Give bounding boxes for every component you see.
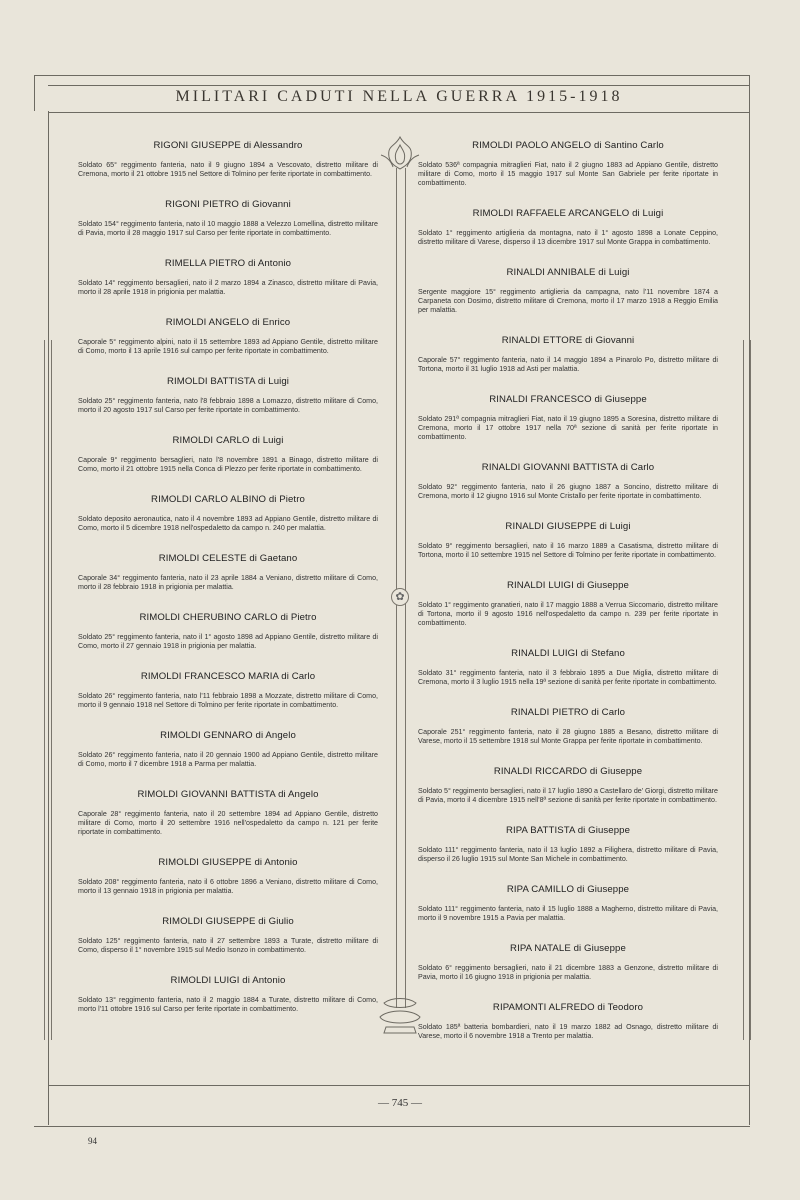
entry-text: Soldato 125° reggimento fanteria, nato il 27 settembre 1893 a Turate, distretto militare di Como, disperso il 1° novembre 1915 sul Medio Isonzo in combattimento. [78, 937, 378, 954]
entry-text: Soldato 26° reggimento fanteria, nato l'11 febbraio 1898 a Mozzate, distretto militare di Como, morto il 9 gennaio 1918 nel Settore di Tolmino per ferite riportate in combattimento. [78, 692, 378, 709]
entry-name: RIMOLDI GENNARO di Angelo [160, 730, 296, 741]
entry-name: RIPAMONTI ALFREDO di Teodoro [492, 1002, 644, 1013]
entry-name: RIGONI GIUSEPPE di Alessandro [153, 140, 303, 151]
entry-name: RINALDI ANNIBALE di Luigi [506, 267, 630, 278]
entry-text: Soldato 31° reggimento fanteria, nato il 3 febbraio 1895 a Due Miglia, distretto militare di Cremona, morto il 3 luglio 1915 nella 19ª sezione di sanità per ferite riportate in combattimento. [418, 669, 718, 686]
entry-text: Soldato 13° reggimento fanteria, nato il 2 maggio 1884 a Turate, distretto militare di Como, morto l'11 ottobre 1916 sul Carso per ferite riportate in combattimento. [78, 996, 378, 1013]
entry-text: Caporale 251° reggimento fanteria, nato il 28 giugno 1885 a Besano, distretto militare di Varese, morto il 15 settembre 1918 sul Monte Grappa per ferite riportate in combattimento. [418, 728, 718, 745]
list-item [418, 766, 718, 805]
entry-text: Soldato 111° reggimento fanteria, nato il 15 luglio 1888 a Magherno, distretto militare di Pavia, morto il 9 novembre 1915 a Pavia per malattia. [418, 905, 718, 922]
entry-name: RIPA NATALE di Giuseppe [510, 943, 626, 954]
list-item [78, 789, 378, 837]
entry-text: Soldato 26° reggimento fanteria, nato il 20 gennaio 1900 ad Appiano Gentile, distretto militare di Como, morto il 7 dicembre 1918 a Parma per malattia. [78, 751, 378, 768]
entry-text: Soldato 25° reggimento fanteria, nato l'8 febbraio 1898 a Lomazzo, distretto militare di Como, morto il 20 agosto 1917 sul Carso per ferite riportate in combattimento. [78, 397, 378, 414]
entry-name: RIMOLDI CARLO di Luigi [172, 435, 284, 446]
entry-text: Soldato 291ª compagnia mitraglieri Fiat, nato il 19 giugno 1895 a Soresina, distretto militare di Cremona, morto il 17 ottobre 1917 nella 70ª sezione di sanità per ferite riportate in combattimento. [418, 415, 718, 441]
entry-text: Soldato 9° reggimento bersaglieri, nato il 16 marzo 1889 a Casatisma, distretto militare di Tortona, morto il 10 settembre 1915 nel Settore di Tolmino per ferite riportate in combattimento. [418, 542, 718, 559]
entry-text: Soldato 154° reggimento fanteria, nato il 10 maggio 1888 a Velezzo Lomellina, distretto militare di Pavia, morto il 28 maggio 1917 sul Carso per ferite riportate in combattimento. [78, 220, 378, 237]
list-item [418, 208, 718, 247]
entry-text: Soldato 25° reggimento fanteria, nato il 1° agosto 1898 ad Appiano Gentile, distretto militare di Como, morto il 27 gennaio 1918 in prigionia per malattia. [78, 633, 378, 650]
list-item [418, 648, 718, 687]
right-column [418, 140, 718, 1061]
list-item [418, 462, 718, 501]
list-item [418, 580, 718, 628]
entry-text: Soldato 111° reggimento fanteria, nato il 13 luglio 1892 a Filighera, distretto militare di Pavia, disperso il 26 luglio 1915 sul Monte San Michele in combattimento. [418, 846, 718, 863]
entry-text: Caporale 34° reggimento fanteria, nato il 23 aprile 1884 a Veniano, distretto militare di Como, morto il 28 febbraio 1918 in prigionia per malattia. [78, 574, 378, 591]
entry-name: RIPA BATTISTA di Giuseppe [505, 825, 631, 836]
list-item [78, 730, 378, 769]
list-item [418, 707, 718, 746]
entry-text: Soldato 1° reggimento granatieri, nato il 17 maggio 1888 a Verrua Siccomario, distretto militare di Tortona, morto il 9 agosto 1916 nell'ospedaletto da campo n. 239 per ferite riportate in combattimento. [418, 601, 718, 627]
entry-name: RINALDI RICCARDO di Giuseppe [493, 766, 643, 777]
entry-text: Caporale 9° reggimento bersaglieri, nato l'8 novembre 1891 a Binago, distretto militare di Como, morto il 21 ottobre 1915 nella Conca di Plezzo per ferite riportate in combattimento. [78, 456, 378, 473]
flame-ornament-icon [377, 135, 423, 171]
entry-name: RIMOLDI GIUSEPPE di Giulio [162, 916, 294, 927]
entry-name: RIMOLDI FRANCESCO MARIA di Carlo [140, 671, 316, 682]
list-item [418, 884, 718, 923]
entry-text: Soldato 5° reggimento bersaglieri, nato il 17 luglio 1890 a Castellaro de' Giorgi, distretto militare di Pavia, morto il 4 dicembre 1915 nell'8ª sezione di sanità per ferite riportate in combattimento. [418, 787, 718, 804]
list-item [78, 258, 378, 297]
list-item [78, 199, 378, 238]
entry-name: RIMOLDI ANGELO di Enrico [165, 317, 291, 328]
list-item [418, 267, 718, 315]
entry-text: Soldato 65° reggimento fanteria, nato il 9 giugno 1894 a Vescovato, distretto militare di Cremona, morto il 21 ottobre 1915 nel Settore di Tolmino per ferite riportate in combattimento. [78, 161, 378, 178]
list-item [78, 140, 378, 179]
list-item [418, 394, 718, 442]
entry-text: Soldato 208° reggimento fanteria, nato il 6 ottobre 1896 a Veniano, distretto militare di Como, morto il 13 gennaio 1918 in prigionia per malattia. [78, 878, 378, 895]
list-item [78, 857, 378, 896]
list-item [78, 612, 378, 651]
list-item [418, 335, 718, 374]
page-number: — 745 — [378, 1097, 422, 1109]
entry-name: RIMOLDI CELESTE di Gaetano [158, 553, 298, 564]
entry-name: RIPA CAMILLO di Giuseppe [506, 884, 630, 895]
list-item [418, 521, 718, 560]
left-fasces-ornament [44, 340, 52, 1040]
list-item [78, 435, 378, 474]
rosette-icon: ✿ [391, 588, 409, 606]
entry-text: Soldato deposito aeronautica, nato il 4 novembre 1893 ad Appiano Gentile, distretto militare di Como, morto il 5 dicembre 1918 nell'ospedaletto da campo n. 240 per malattia. [78, 515, 378, 532]
list-item [78, 553, 378, 592]
entry-name: RINALDI FRANCESCO di Giuseppe [489, 394, 647, 405]
entry-name: RINALDI ETTORE di Giovanni [501, 335, 635, 346]
list-item [78, 916, 378, 955]
entry-name: RIMOLDI GIUSEPPE di Antonio [158, 857, 298, 868]
list-item [418, 140, 718, 188]
footer-rule [48, 1085, 750, 1086]
entry-text: Soldato 185ª batteria bombardieri, nato il 19 marzo 1882 ad Osnago, distretto militare di Varese, morto il 6 novembre 1918 a Trento per malattia. [418, 1023, 718, 1040]
column-base-icon [378, 995, 422, 1035]
entry-text: Caporale 5° reggimento alpini, nato il 15 settembre 1893 ad Appiano Gentile, distretto militare di Como, morto il 13 aprile 1916 sul campo per ferite riportate in combattimento. [78, 338, 378, 355]
list-item [78, 494, 378, 533]
entry-text: Soldato 536ª compagnia mitraglieri Fiat, nato il 2 giugno 1883 ad Appiano Gentile, distretto militare di Como, morto il 15 maggio 1917 sul Monte San Gabriele per ferite riportate in combattimento. [418, 161, 718, 187]
entry-name: RIMOLDI CHERUBINO CARLO di Pietro [139, 612, 317, 623]
right-fasces-ornament [743, 340, 751, 1040]
entry-name: RIMOLDI LUIGI di Antonio [170, 975, 286, 986]
entry-name: RIMOLDI GIOVANNI BATTISTA di Angelo [137, 789, 319, 800]
list-item [418, 1002, 718, 1041]
entry-text: Soldato 1° reggimento artiglieria da montagna, nato il 1° agosto 1898 a Lonate Ceppino, distretto militare di Varese, disperso il 13 dicembre 1917 sul Monte Grappa in combattimento. [418, 229, 718, 246]
entry-name: RIMOLDI RAFFAELE ARCANGELO di Luigi [472, 208, 664, 219]
entry-text: Caporale 28° reggimento fanteria, nato il 20 settembre 1894 ad Appiano Gentile, distretto militare di Como, morto il 20 settembre 1916 nell'ospedaletto da campo n. 121 per ferite riportate in combattimento. [78, 810, 378, 836]
entry-name: RINALDI PIETRO di Carlo [510, 707, 626, 718]
entry-name: RIGONI PIETRO di Giovanni [165, 199, 291, 210]
entry-name: RIMOLDI BATTISTA di Luigi [166, 376, 290, 387]
entry-name: RIMELLA PIETRO di Antonio [164, 258, 292, 269]
entry-name: RIMOLDI CARLO ALBINO di Pietro [151, 494, 305, 505]
list-item [78, 376, 378, 415]
entry-name: RINALDI GIOVANNI BATTISTA di Carlo [481, 462, 655, 473]
side-page-number: 94 [88, 1136, 97, 1146]
entry-text: Soldato 6° reggimento bersaglieri, nato il 21 dicembre 1883 a Genzone, distretto militare di Pavia, morto il 16 giugno 1918 in prigionia per malattia. [418, 964, 718, 981]
entry-text: Soldato 14° reggimento bersaglieri, nato il 2 marzo 1894 a Zinasco, distretto militare di Pavia, morto il 28 aprile 1918 in prigionia per malattia. [78, 279, 378, 296]
left-column [78, 140, 378, 1034]
entry-name: RINALDI LUIGI di Giuseppe [507, 580, 629, 591]
entry-text: Caporale 57° reggimento fanteria, nato il 14 maggio 1894 a Pinarolo Po, distretto militare di Tortona, morto il 31 luglio 1918 ad Asti per malattia. [418, 356, 718, 373]
list-item [78, 317, 378, 356]
list-item [418, 825, 718, 864]
entry-text: Sergente maggiore 15° reggimento artiglieria da campagna, nato l'11 novembre 1874 a Carpaneta con Dosimo, distretto militare di Cremona, morto il 17 marzo 1918 a Reggio Emilia per malattia. [418, 288, 718, 314]
list-item [78, 975, 378, 1014]
frame-left-top [34, 75, 35, 111]
list-item [418, 943, 718, 982]
page-title: MILITARI CADUTI NELLA GUERRA 1915-1918 [175, 88, 623, 105]
entry-name: RINALDI GIUSEPPE di Luigi [505, 521, 631, 532]
list-item [78, 671, 378, 710]
entry-name: RIMOLDI PAOLO ANGELO di Santino Carlo [472, 140, 664, 151]
entry-name: RINALDI LUIGI di Stefano [511, 648, 625, 659]
entry-text: Soldato 92° reggimento fanteria, nato il 26 giugno 1887 a Soncino, distretto militare di Cremona, morto il 12 giugno 1916 sul Monte Cristallo per ferite riportate in combattimento. [418, 483, 718, 500]
